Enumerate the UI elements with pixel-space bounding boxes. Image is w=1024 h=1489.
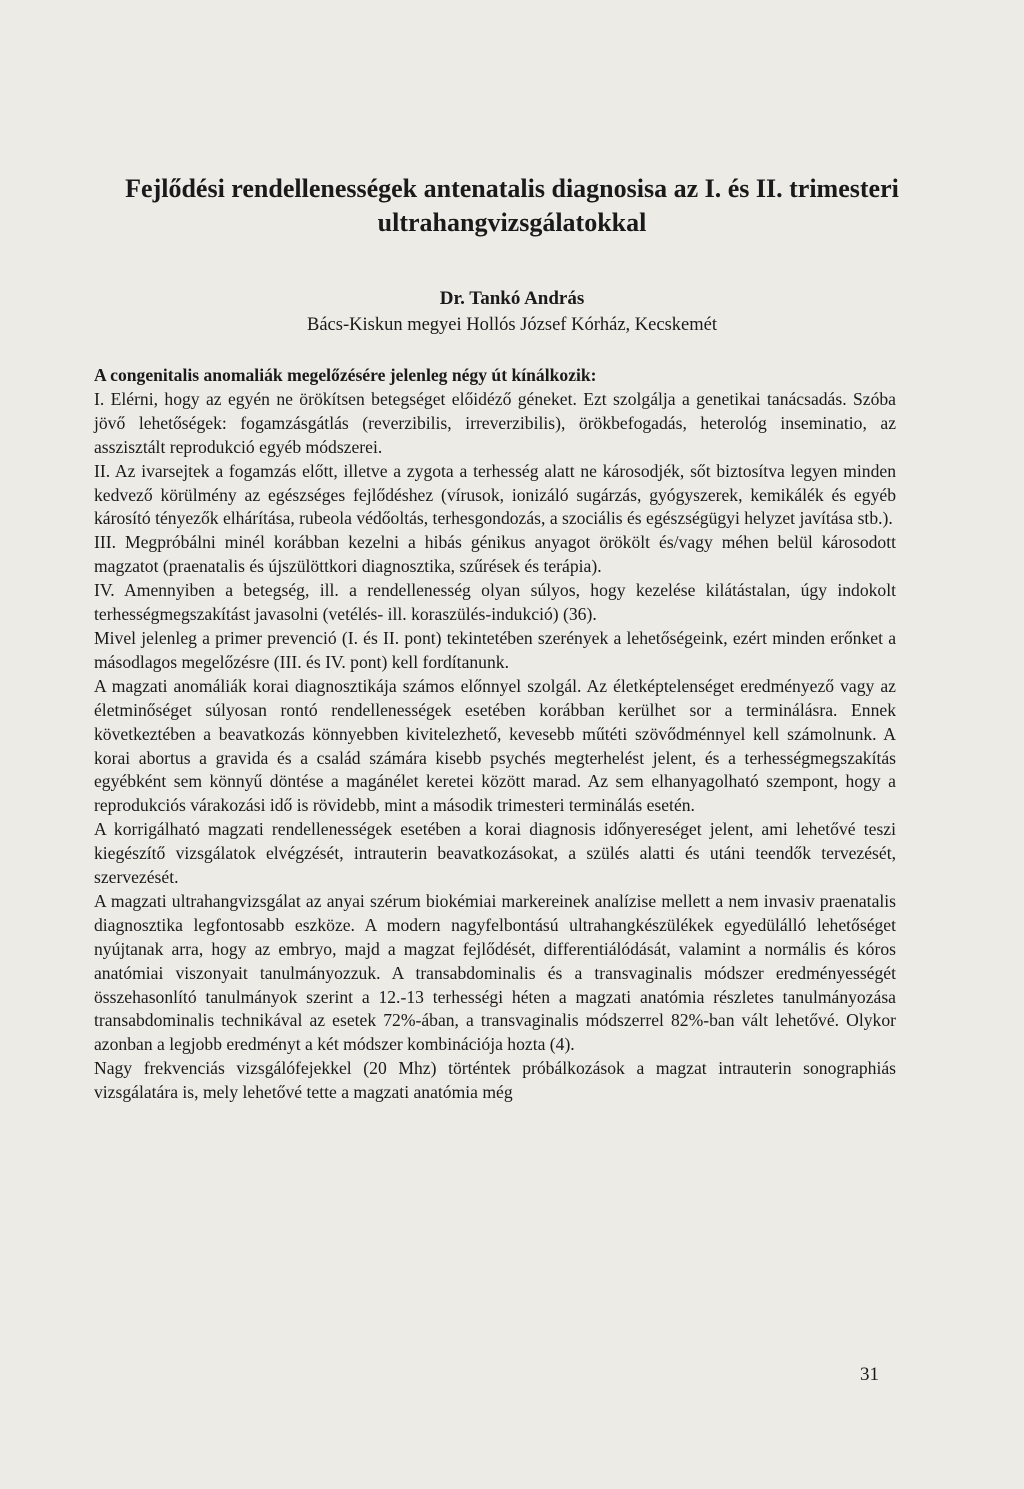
paragraph: IV. Amennyiben a betegség, ill. a rendellenesség olyan súlyos, hogy kezelése kilátástalan, úgy indokolt terhességmegszakítást javasolni (vetélés- ill. koraszülés-indukció) (36). [94,580,896,625]
author-block [94,286,930,338]
page-number: 31 [860,1364,879,1385]
section-heading: A congenitalis anomaliák megelőzésére jelenleg négy út kínálkozik: [94,365,597,385]
paragraph: A magzati anomáliák korai diagnosztikája számos előnnyel szolgál. Az életképtelenséget eredményező vagy az életminőséget súlyosan rontó rendellenességek esetében korábban kerülhet sor a terminálásra. Ennek következtében a beavatkozás könnyebben kivitelezhető, kevesebb műtéti szövődménnyel kell számolnunk. A korai abortus a gravida és a család számára kisebb psychés megterhelést jelent, és a terhességmegszakítás egyébként sem könnyű döntése a magánélet keretei között marad. Az sem elhanyagolható szempont, hogy a reprodukciós várakozási idő is rövidebb, mint a második trimesteri terminálás esetén. [94,675,896,816]
paragraph: A magzati ultrahangvizsgálat az anyai szérum biokémiai markereinek analízise mellett a nem invasiv praenatalis diagnosztika legfontosabb eszköze. A modern nagyfelbontású ultrahangkészülékek egyedülálló lehetőséget nyújtanak arra, hogy az embryo, majd a magzat fejlődését, differentiálódását, valamint a normális és kóros anatómiai viszonyait tanulmányozzuk. A transabdominalis és a transvaginalis módszer eredményességét összehasonlító tanulmányok szerint a 12.-13 terhességi héten a magzati anatómia részletes tanulmányozása transabdominalis technikával az esetek 72%-ában, a transvaginalis módszerrel 82%-ban vált lehetővé. Olykor azonban a legjobb eredményt a két módszer kombinációja hozta (4). [94,890,896,1055]
author-affiliation: Bács-Kiskun megyei Hollós József Kórház, Kecskemét [307,315,717,335]
author-name: Dr. Tankó András [439,288,585,309]
paragraph: I. Elérni, hogy az egyén ne örökítsen betegséget előidéző géneket. Ezt szolgálja a genetikai tanácsadás. Szóba jövő lehetőségek: fogamzásgátlás (reverzibilis, irreverzibilis), örökbefogadás, heterológ inseminatio, az asszisztált reprodukció egyéb módszerei. [94,388,896,457]
paragraph: Nagy frekvenciás vizsgálófejekkel (20 Mhz) történtek próbálkozások a magzat intrauterin sonographiás vizsgálatára is, mely lehetővé tette a magzati anatómia még [94,1058,896,1103]
paragraph: A korrigálható magzati rendellenességek esetében a korai diagnosis időnyereséget jelent, ami lehetővé teszi kiegészítő vizsgálatok elvégzését, intrauterin beavatkozásokat, a szülés alatti és utáni teendők tervezését, szervezését. [94,819,896,888]
article-title: Fejlődési rendellenességek antenatalis diagnosisa az I. és II. trimesteri ultrahangvizsgálatokkal [125,174,899,237]
paragraph: II. Az ivarsejtek a fogamzás előtt, illetve a zygota a terhesség alatt ne károsodjék, sőt biztosítva legyen minden kedvező körülmény az egészséges fejlődéshez (vírusok, ionizáló sugárzás, gyógyszerek, kemikálék és egyéb károsító tényezők elhárítása, rubeola védőoltás, terhesgondozás, a szociális és egészségügyi helyzet javítása stb.). [94,460,896,529]
article-body [94,364,896,1105]
paragraph: Mivel jelenleg a primer prevenció (I. és II. pont) tekintetében szerények a lehetőségeink, ezért minden erőnket a másodlagos megelőzésre (III. és IV. pont) kell fordítanunk. [94,627,896,672]
paragraph: III. Megpróbálni minél korábban kezelni a hibás génikus anyagot örökölt és/vagy méhen belül károsodott magzatot (praenatalis és újszülöttkori diagnosztika, szűrések és terápia). [94,532,896,577]
